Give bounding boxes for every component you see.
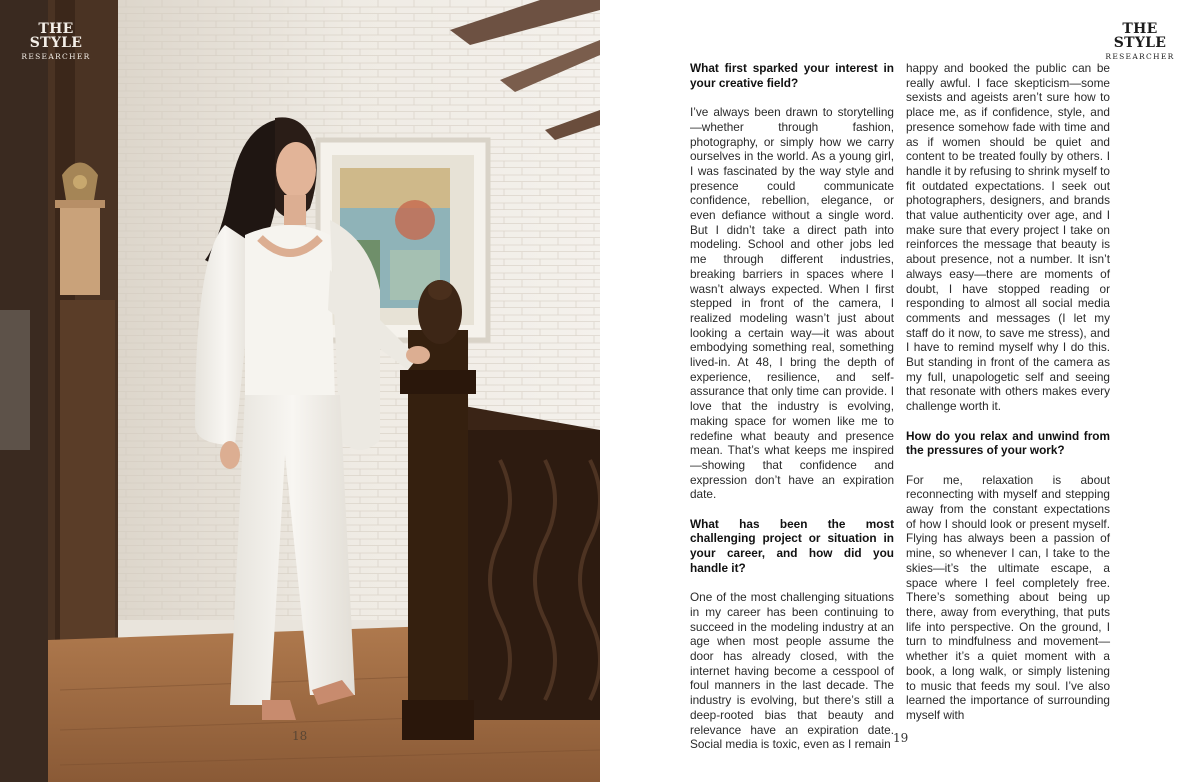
answer-paragraph: I’ve always been drawn to storytelling—whether through fashion, photography, or simply how we carry ourselves in the world. As a young girl, I was fascinated by the way style and presence could communicate confidence, rebellion, elegance, or even defiance without a single word. But I didn’t take a direct path into modeling. School and other jobs led me through different industries, breaking barriers in spaces where I wasn’t always expected. When I first stepped in front of the camera, I realized modeling wasn’t just about looking a certain way—it was about embodying something real, something lived-in. At 48, I bring the depth of experience, resilience, and self-assurance that only time can provide. I love that the industry is evolving, making space for women like me to redefine what beauty and presence mean. That’s what keeps me inspired—showing that confidence and expression don’t have an expiration date. (690, 105, 894, 502)
masthead-subtitle: RESEARCHER (1105, 52, 1175, 61)
answer-paragraph: One of the most challenging situations in my career has been continuing to succeed in the modeling industry at an age when most people assume the door has already closed, with the internet having become a cesspool of foul manners in the last decade. The industry is evolving, but there’s still a deep-rooted bias that beauty and relevance have an expiration date. Social media is toxic, even as I remain (690, 590, 894, 752)
right-page-article (600, 0, 1200, 782)
masthead-title: THE STYLE (29, 21, 83, 51)
masthead-right (1102, 22, 1178, 61)
masthead-subtitle: RESEARCHER (21, 52, 91, 61)
text-column-1 (690, 61, 894, 752)
masthead-title: THE STYLE (1113, 21, 1167, 51)
question-heading: What has been the most challenging project or situation in your career, and how did you handle it? (690, 516, 894, 575)
question-heading: How do you relax and unwind from the pressures of your work? (906, 428, 1110, 458)
page-number-left: 18 (292, 729, 308, 743)
answer-paragraph: happy and booked the public can be really awful. I face skepticism—some sexists and ageists aren’t sure how to place me, as if confidence, style, and presence somehow fade with time and as if women should be quiet and content to be treated foully by others. I handle it by refusing to shrink myself to fit outdated expectations. I seek out photographers, designers, and brands that value authenticity over age, and I make sure that every project I take on reinforces the message that beauty is about presence, not a number. It isn’t always easy—there are moments of doubt, I have stopped reading or responding to almost all social media comments and messages (I let my staff do it now, to save me stress), and I have to remind myself why I do this. But standing in front of the camera as my full, unapologetic self and seeing that resonate with others makes every challenge worth it. (906, 61, 1110, 414)
page-number-right: 19 (893, 731, 909, 745)
masthead-left (14, 22, 98, 61)
text-column-2 (906, 61, 1110, 723)
question-heading: What first sparked your interest in your creative field? (690, 61, 894, 90)
answer-paragraph: For me, relaxation is about reconnecting with myself and stepping away from the constant expectations of how I should look or present myself. Flying has always been a passion of mine, so whenever I can, I take to the skies—it’s the ultimate escape, a space where I feel completely free. There’s something about being up there, away from everything, that puts life into perspective. On the ground, I turn to mindfulness and movement—whether it’s a quiet moment with a book, a long walk, or simply listening to music that feeds my soul. I’ve also learned the importance of surrounding myself with (906, 472, 1110, 722)
